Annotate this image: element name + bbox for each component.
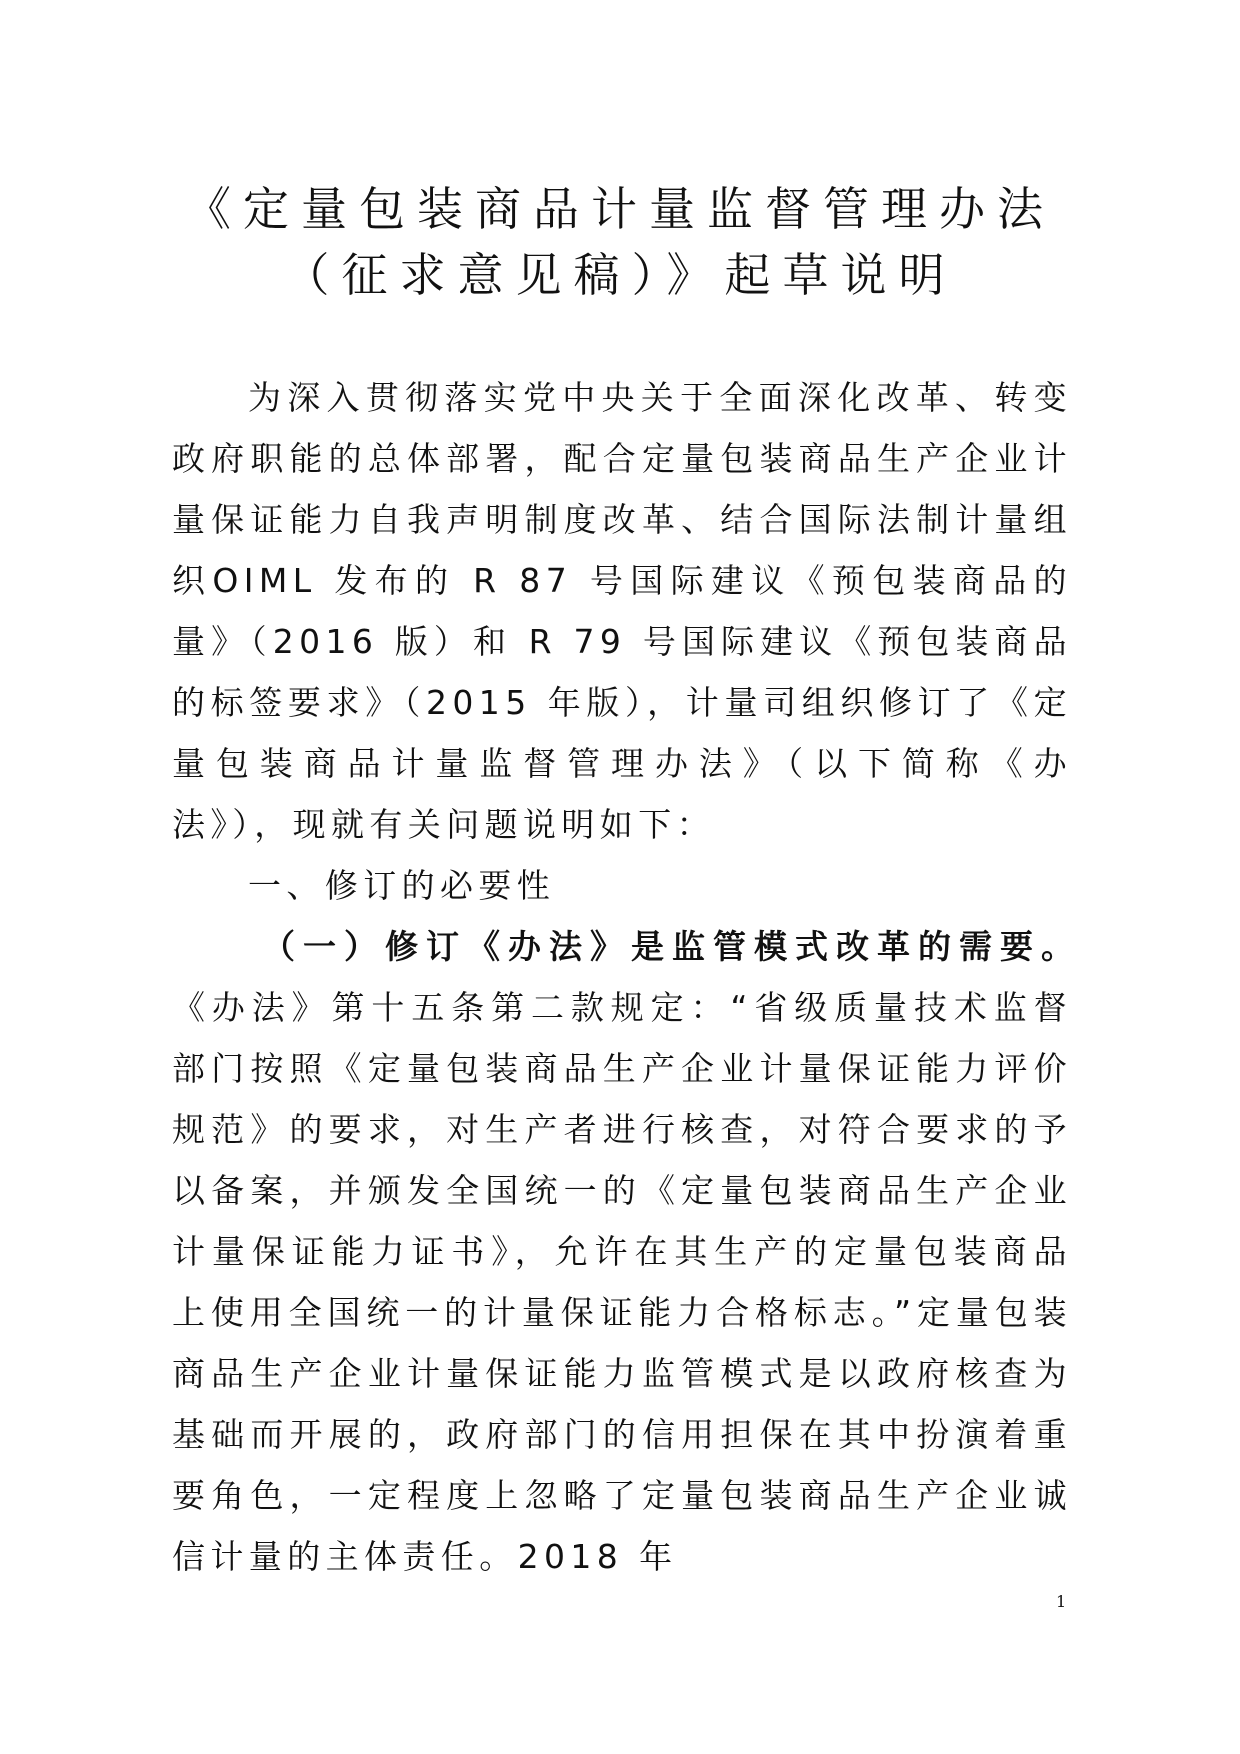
- page-number: 1: [1056, 1592, 1067, 1611]
- subsection-paragraph: 《办法》第十五条第二款规定：“省级质量技术监督部门按照《定量包装商品生产企业计量保证能力评价规范》的要求，对生产者进行核查，对符合要求的予以备案，并颁发全国统一的《定量包装商品生产企业计量保证能力证书》，允许在其生产的定量包装商品上使用全国统一的计量保证能力合格标志。”定量包装商品生产企业计量保证能力监管模式是以政府核查为基础而开展的，政府部门的信用担保在其中扮演着重要角色，一定程度上忽略了定量包装商品生产企业诚信计量的主体责任。2018 年: [172, 988, 1072, 1576]
- intro-paragraph: 为深入贯彻落实党中央关于全面深化改革、转变政府职能的总体部署，配合定量包装商品生产企业计量保证能力自我声明制度改革、结合国际法制计量组织OIML 发布的 R 87 号国际建议《预包装商品的量》（2016 版）和 R 79 号国际建议《预包装商品的标签要求》（2015 年版），计量司组织修订了《定量包装商品计量监督管理办法》（以下简称《办法》），现就有关问题说明如下：: [172, 378, 1072, 844]
- document-title-line-2: （征求意见稿）》起草说明: [283, 248, 957, 302]
- subsection-heading: （一）修订《办法》是监管模式改革的需要。: [262, 927, 1082, 966]
- document-title-line-1: 《定量包装商品计量监督管理办法: [185, 182, 1055, 236]
- section-heading: 一、修订的必要性: [248, 866, 556, 905]
